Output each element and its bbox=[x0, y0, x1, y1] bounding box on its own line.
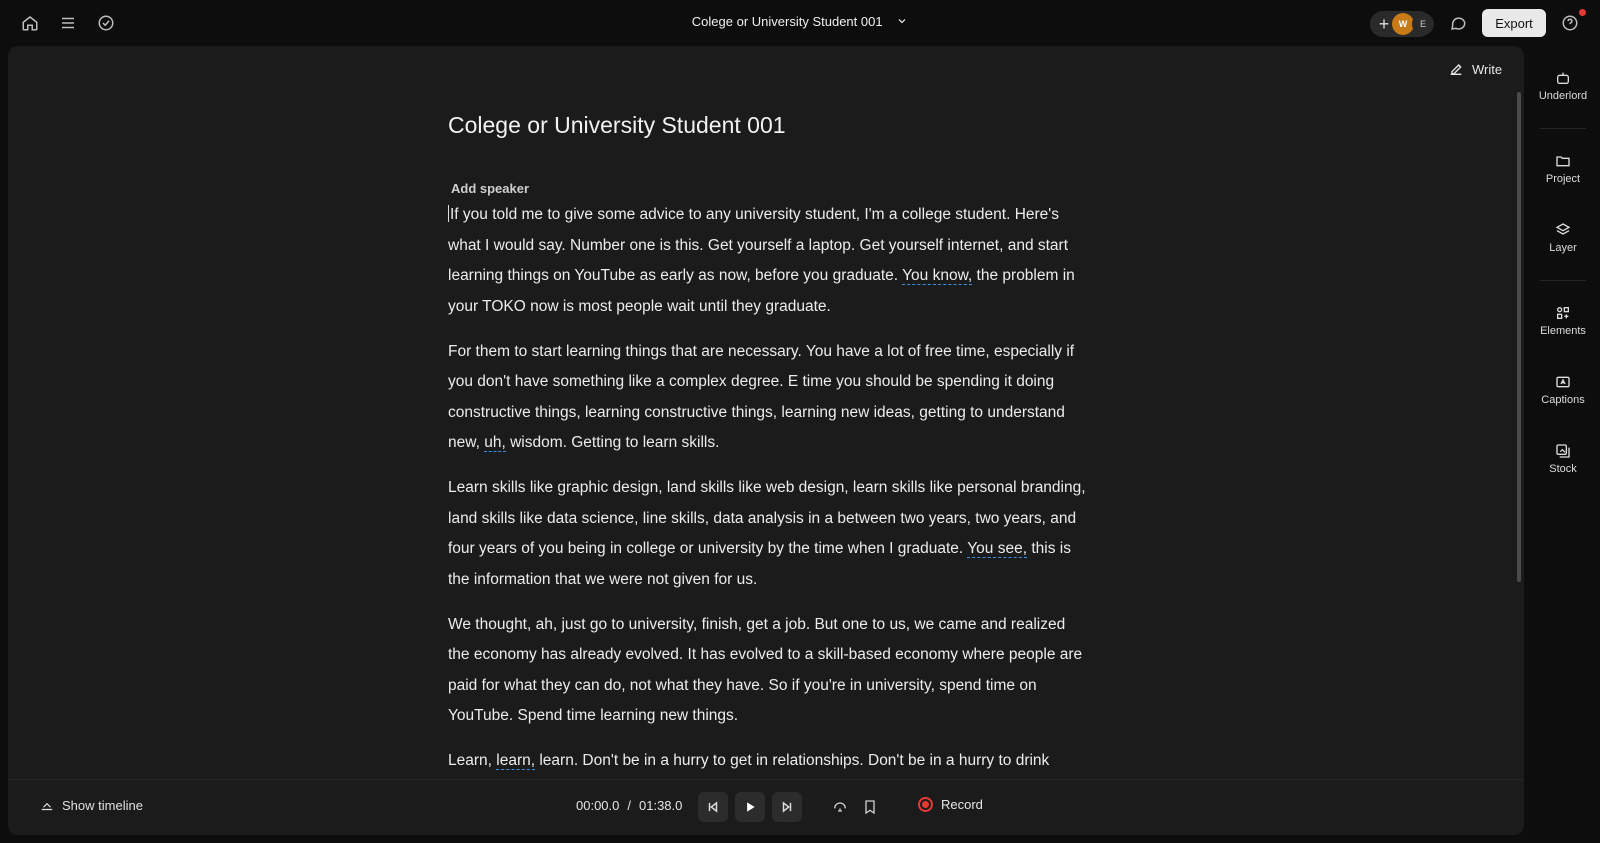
bookmark-icon bbox=[862, 799, 878, 815]
sidebar-item-elements[interactable] bbox=[1526, 305, 1600, 337]
text-cursor bbox=[448, 205, 449, 222]
sidebar-item-label: Underlord bbox=[1538, 90, 1588, 102]
collaborators[interactable] bbox=[1370, 11, 1432, 37]
skip-forward-icon bbox=[780, 800, 794, 814]
pen-icon bbox=[1448, 61, 1464, 77]
robot-icon bbox=[1555, 70, 1571, 86]
record-icon bbox=[918, 797, 933, 812]
transcript-text[interactable]: learn. Don't be in a hurry to get in relationships. Don't be in a hurry to drink bbox=[535, 752, 1050, 769]
time-separator: / bbox=[627, 798, 631, 813]
filler-word[interactable]: You see, bbox=[967, 540, 1028, 557]
show-timeline-button[interactable] bbox=[40, 798, 143, 813]
export-button[interactable]: Export bbox=[1482, 9, 1546, 37]
sidebar-item-underlord[interactable] bbox=[1526, 70, 1600, 102]
transcript-paragraphs[interactable] bbox=[448, 200, 1088, 779]
document-title-dropdown[interactable] bbox=[0, 14, 1600, 30]
sidebar-item-stock[interactable] bbox=[1526, 443, 1600, 475]
sidebar-divider bbox=[1540, 128, 1586, 129]
add-speaker-button[interactable]: Add speaker bbox=[451, 181, 530, 196]
script-title[interactable]: Colege or University Student 001 bbox=[448, 112, 786, 138]
loop-icon bbox=[832, 799, 848, 815]
avatar[interactable]: W bbox=[1392, 13, 1414, 35]
loop-button[interactable] bbox=[828, 795, 852, 819]
skip-back-button[interactable] bbox=[698, 792, 728, 822]
transcript-text[interactable]: wisdom. Getting to learn skills. bbox=[505, 434, 720, 451]
chevron-down-icon bbox=[896, 15, 908, 30]
comments-button[interactable] bbox=[1444, 9, 1472, 37]
shapes-icon bbox=[1555, 305, 1571, 321]
transcript-text[interactable]: For them to start learning things that are necessary. You have a lot of free time, especially if you don't have something like a complex degree. E time you should be spending it doing constructive things, learning constructive things, learning new ideas, getting to understand new, bbox=[448, 342, 1075, 451]
transcript-text[interactable]: Learn, bbox=[448, 752, 497, 769]
transcript-paragraph[interactable] bbox=[448, 200, 1088, 322]
play-icon bbox=[743, 800, 757, 814]
sidebar-item-label: Captions bbox=[1541, 394, 1585, 406]
scrollbar-thumb[interactable] bbox=[1517, 92, 1521, 582]
sidebar-item-label: Project bbox=[1545, 173, 1581, 185]
transcript-paragraph[interactable] bbox=[448, 746, 1088, 777]
time-display bbox=[576, 798, 682, 813]
current-time: 00:00.0 bbox=[576, 798, 620, 813]
transcript-text[interactable]: Learn skills like graphic design, land skills like web design, learn skills like personal branding, land skills like data science, line skills, data analysis in a between two years, two years, and four years of you being in college or university by the time when I graduate. bbox=[448, 479, 1086, 557]
transcript-paragraph[interactable] bbox=[448, 610, 1088, 732]
write-button[interactable] bbox=[1448, 61, 1502, 77]
notification-dot bbox=[1579, 9, 1586, 16]
comment-icon bbox=[1449, 14, 1467, 32]
add-collaborator-icon[interactable]: + bbox=[1378, 14, 1390, 34]
transcript-paragraph[interactable] bbox=[448, 337, 1088, 459]
top-bar bbox=[0, 0, 1600, 46]
sidebar-item-label: Layer bbox=[1549, 242, 1577, 254]
skip-forward-button[interactable] bbox=[772, 792, 802, 822]
skip-back-icon bbox=[706, 800, 720, 814]
total-time: 01:38.0 bbox=[639, 798, 683, 813]
stock-media-icon bbox=[1555, 443, 1571, 459]
show-timeline-label: Show timeline bbox=[62, 798, 143, 813]
document-title: Colege or University Student 001 bbox=[691, 14, 883, 29]
sidebar-item-project[interactable] bbox=[1526, 153, 1600, 185]
sidebar-item-label: Elements bbox=[1540, 325, 1586, 337]
folder-icon bbox=[1555, 153, 1571, 169]
avatar[interactable]: E bbox=[1412, 13, 1434, 35]
filler-word[interactable]: learn, bbox=[496, 752, 536, 769]
record-label: Record bbox=[941, 797, 983, 812]
playback-bar bbox=[8, 779, 1524, 835]
sidebar-item-layer[interactable] bbox=[1526, 222, 1600, 254]
layers-icon bbox=[1555, 222, 1571, 238]
help-icon bbox=[1561, 14, 1579, 32]
sidebar-divider bbox=[1540, 280, 1586, 281]
transcript-text[interactable]: this is the information that we were not given for us. bbox=[448, 540, 1071, 588]
record-button[interactable] bbox=[918, 797, 983, 812]
filler-word[interactable]: You know, bbox=[902, 267, 973, 284]
filler-word[interactable]: uh, bbox=[484, 434, 506, 451]
sidebar-item-label: Stock bbox=[1549, 463, 1577, 475]
transcript-text[interactable]: We thought, ah, just go to university, finish, get a job. But one to us, we came and realized the economy has already evolved. It has evolved to a skill-based economy where people are paid for what they can do, not what they have. So if you're in university, spend time on YouTube. Spend time learning new things. bbox=[448, 615, 1083, 724]
script-editor bbox=[8, 46, 1524, 835]
play-button[interactable] bbox=[735, 792, 765, 822]
right-sidebar bbox=[1526, 46, 1600, 843]
sidebar-item-captions[interactable] bbox=[1526, 374, 1600, 406]
transcript-paragraph[interactable] bbox=[448, 473, 1088, 595]
transcript-text[interactable]: the problem in your TOKO now is most people wait until they graduate. bbox=[448, 267, 1075, 315]
timeline-toggle-icon bbox=[40, 799, 54, 813]
write-label: Write bbox=[1472, 61, 1503, 77]
transcript-text[interactable]: If you told me to give some advice to any university student, I'm a college student. Here's what I would say. Number one is this. Get yourself a laptop. Get yourself internet, and start learning things on YouTube as early as now, before you graduate. bbox=[448, 206, 1069, 284]
bookmark-button[interactable] bbox=[858, 795, 882, 819]
script-content[interactable] bbox=[448, 46, 1088, 779]
captions-icon bbox=[1555, 374, 1571, 390]
